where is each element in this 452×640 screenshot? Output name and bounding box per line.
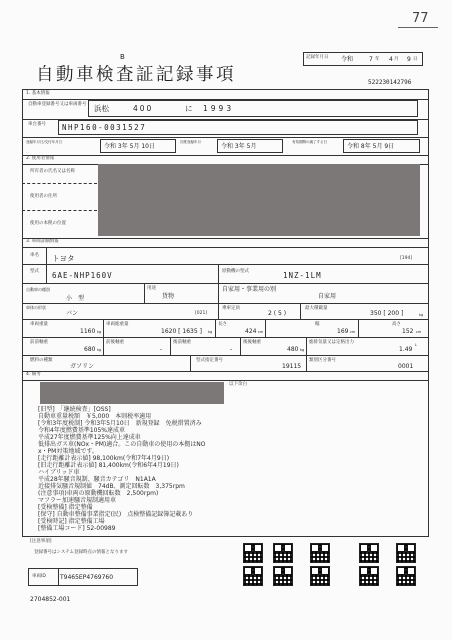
remark-line: (注意事項)車両の原動機回転数 2,500rpm) — [38, 490, 159, 497]
remark-line: [整備工場コード] 52-00989 — [38, 525, 116, 532]
divider — [215, 319, 216, 337]
divider — [144, 283, 145, 303]
displacement-value: 1.49 — [399, 346, 413, 353]
record-date-month-unit: 月 — [394, 57, 399, 62]
engine-value: 1NZ-1LM — [283, 271, 322, 280]
divider — [190, 355, 191, 371]
f-axle-value: - — [160, 346, 163, 353]
user-address-label: 使用者の住所 — [30, 194, 57, 199]
form-mark: B — [120, 53, 125, 61]
remark-line: [旧型] 「継続検査」[OSS] — [38, 406, 111, 413]
section3-header: 3. 車両詳細情報 — [26, 239, 59, 244]
plate-number: 1993 — [203, 104, 235, 113]
section1-header: 1. 基本情報 — [26, 91, 50, 96]
remarks-continued: 以下余白 — [229, 382, 247, 387]
body-label: 車体の形状 — [26, 305, 46, 310]
divider — [22, 371, 429, 372]
divider — [22, 319, 429, 320]
record-date-label: 記録年月日 — [306, 55, 329, 60]
height-label: 高さ — [392, 322, 401, 327]
max-load-value: 350 [ 200 ] — [370, 310, 404, 317]
use-value: 自家用 — [318, 293, 337, 300]
category-label: 自動車の種別 — [26, 287, 50, 292]
divider — [22, 155, 429, 156]
engine-label: 原動機の型式 — [222, 269, 249, 274]
ff-axle-label: 前前軸重 — [30, 340, 48, 345]
certificate-frame — [22, 89, 429, 537]
width-unit: cm — [350, 330, 356, 334]
divider — [22, 183, 97, 184]
qr-code-icon — [396, 566, 416, 586]
purpose-value: 貨物 — [162, 293, 175, 300]
qr-code-icon — [310, 566, 330, 586]
record-date-day: 9 — [407, 56, 411, 63]
section2-header: 2. 使用者情報 — [26, 156, 55, 161]
divider — [300, 303, 301, 319]
max-load-unit: kg — [419, 313, 424, 317]
divider — [306, 337, 307, 355]
maker-code: [194] — [400, 256, 413, 261]
length-unit: cm — [258, 330, 264, 334]
divider — [218, 264, 219, 283]
f-axle-label: 前後軸重 — [106, 340, 124, 345]
divider — [103, 337, 104, 355]
rr-axle-label: 後後軸重 — [243, 340, 261, 345]
divider — [22, 264, 429, 265]
remark-line: [保守] 自動車整備事業指定(民) 点検整備記録簿記載あり — [38, 511, 194, 518]
length-value: 424 — [245, 328, 257, 335]
notes-header: [注意事項] — [30, 539, 52, 544]
vin-value: NHP160-0031527 — [62, 123, 147, 132]
divider — [22, 210, 97, 211]
rf-axle-value: - — [230, 346, 233, 353]
footer-code: 2704852-001 — [30, 596, 71, 603]
width-label: 幅 — [315, 322, 320, 327]
rf-axle-label: 後前軸重 — [173, 340, 191, 345]
weight-unit: kg — [97, 330, 102, 334]
class-value: 0001 — [398, 363, 414, 370]
gross-label: 車両総重量 — [106, 322, 129, 327]
divider — [22, 380, 429, 381]
qr-code-icon — [359, 566, 379, 586]
remark-line: 令和4年度燃費基準105%達成車 — [38, 427, 125, 434]
remark-line: x・PM対策地域です。 — [38, 448, 98, 455]
record-date-year-unit: 年 — [375, 57, 380, 62]
qr-code-icon — [243, 543, 263, 563]
base-label: 使用の本拠の位置 — [30, 221, 66, 226]
remark-line: ハイブリッド車 — [38, 469, 80, 476]
remark-line: マフラー加速騒音規制適用車 — [38, 497, 117, 504]
first-year-value: 令和 3年 5月 — [221, 143, 257, 150]
fuel-label: 燃料の種類 — [30, 358, 53, 363]
divider — [218, 303, 219, 319]
divider — [22, 355, 429, 356]
gross-value: 1620 [ 1635 ] — [161, 328, 202, 335]
record-date-month: 4 — [389, 56, 393, 63]
purpose-label: 用途 — [147, 286, 156, 291]
divider — [22, 238, 429, 239]
displacement-unit: L — [415, 343, 417, 347]
first-reg-label: 登録年月日/交付年月日 — [26, 140, 63, 144]
model-value: 6AE-NHP160V — [52, 271, 113, 280]
divider — [46, 264, 47, 283]
displacement-label: 総排気量又は定格出力 — [309, 340, 354, 345]
page-number-underline — [398, 27, 438, 28]
divider — [22, 283, 429, 284]
qr-code-icon — [310, 543, 330, 563]
qr-code-icon — [359, 543, 379, 563]
remark-line: 自動車重量税額 ￥5,000 本則税率適用 — [38, 413, 152, 420]
divider — [22, 247, 429, 248]
owner-name-label: 所有者の氏名又は名称 — [30, 169, 75, 174]
height-value: 152 — [402, 328, 414, 335]
cert-value: 19115 — [282, 363, 302, 370]
divider — [22, 303, 429, 304]
plate-label: 自動車登録番号又は車両番号 — [28, 102, 87, 107]
rr-axle-unit: kg — [300, 348, 305, 352]
fuel-value: ガソリン — [70, 363, 95, 370]
model-label: 型式 — [30, 269, 39, 274]
divider — [22, 137, 429, 138]
document-title: 自動車検査証記録事項 — [36, 65, 236, 85]
redacted-user-info — [98, 164, 420, 236]
divider — [22, 337, 429, 338]
qr-code-icon — [396, 543, 416, 563]
redacted-remark — [40, 382, 224, 404]
use-label: 自家用・事業用の別 — [222, 286, 277, 293]
divider — [218, 283, 219, 303]
body-code: [021] — [195, 311, 208, 316]
body-value: バン — [66, 310, 79, 317]
divider — [240, 337, 241, 355]
remark-line: [旧走行距離計表示値] 81,400km(令和6年4月19日) — [38, 462, 179, 469]
class-label: 類別区分番号 — [309, 358, 336, 363]
divider — [265, 319, 266, 337]
remark-line: 平成28年騒音規制、騒音カテゴリ N1A1A — [38, 476, 156, 483]
category-value: 小 型 — [66, 295, 85, 302]
remark-line: [受検整備] 指定整備 — [38, 504, 93, 511]
capacity-value: 2 ( 5 ) — [268, 310, 287, 317]
document-number: 522230142796 — [368, 79, 412, 86]
qr-code-icon — [243, 566, 263, 586]
maker-value: トヨタ — [52, 254, 75, 263]
maker-label: 車名 — [30, 253, 39, 258]
length-label: 長さ — [218, 322, 227, 327]
page-number: 77 — [412, 11, 429, 26]
divider — [358, 319, 359, 337]
capacity-label: 乗車定員 — [222, 306, 240, 311]
weight-value: 1160 — [80, 328, 96, 335]
section4-header: 4. 備考 — [26, 372, 41, 377]
qr-code-icon — [273, 566, 293, 586]
weight-label: 車両重量 — [30, 322, 48, 327]
divider — [306, 355, 307, 371]
ff-axle-unit: kg — [97, 348, 102, 352]
gross-unit: kg — [208, 330, 213, 334]
width-value: 169 — [337, 328, 349, 335]
record-date-year: 7 — [369, 56, 373, 63]
first-year-label: 初度登録年月 — [180, 140, 201, 144]
vin-label: 車台番号 — [28, 122, 46, 127]
divider — [58, 568, 59, 586]
expiry-label: 有効期間の満了する日 — [292, 140, 327, 144]
remark-line: 近接排気騒音規制値 74dB、測定回転数 3,375rpm — [38, 483, 185, 490]
vehicle-id-value: T9465EP4769760 — [60, 574, 114, 581]
remark-line: 低排出ガス車(NOx・PM)適合。この自動車の使用の本拠はNO — [38, 441, 206, 448]
qr-code-icon — [273, 543, 293, 563]
record-date-era: 令和 — [341, 56, 354, 63]
remark-line: [走行距離計表示値] 98,100km(令和7年4月9日) — [38, 455, 170, 462]
divider — [46, 247, 47, 264]
vehicle-id-label: 車両ID — [32, 574, 46, 579]
first-reg-value: 令和 3年 5月 10日 — [104, 143, 155, 150]
remark-line: [受検時記] 指定整備工場 — [38, 518, 105, 525]
rr-axle-value: 480 — [287, 346, 299, 353]
cert-label: 型式指定番号 — [196, 358, 223, 363]
remark-line: [令和3年度税制] 令和3年5月10日 新規登録 免税措置済み — [38, 420, 202, 427]
max-load-label: 最大積載量 — [305, 306, 328, 311]
divider — [170, 337, 171, 355]
plate-class: 400 — [133, 104, 154, 113]
expiry-value: 令和 8年 5月 9日 — [347, 143, 395, 150]
remark-line: 平成27年度燃費基準125%向上達成車 — [38, 434, 141, 441]
height-unit: cm — [416, 330, 422, 334]
ff-axle-value: 680 — [84, 346, 96, 353]
plate-kana: に — [185, 104, 193, 113]
divider — [103, 319, 104, 337]
record-date-day-unit: 日 — [413, 57, 418, 62]
notes-text: 登録番号はシステム登録時点の情報となります — [34, 550, 129, 555]
plate-region: 浜松 — [94, 104, 109, 113]
